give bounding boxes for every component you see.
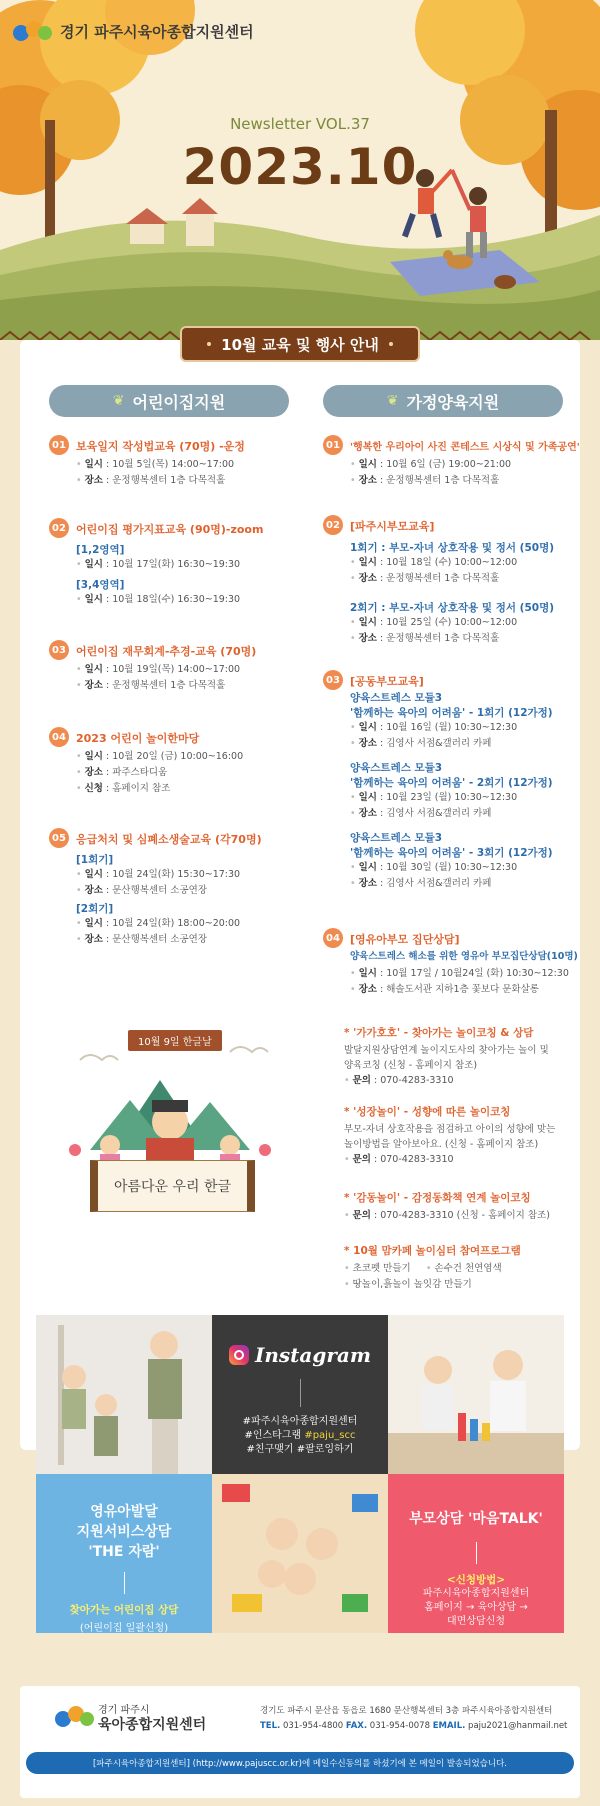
program-contact: • 문의 : 070-4283-3310	[344, 1154, 454, 1165]
parent-counseling-promo[interactable]	[388, 1474, 564, 1633]
promo-note: 파주시육아종합지원센터	[422, 1588, 530, 1599]
item-number: 01	[49, 435, 69, 455]
session-label: 양육스트레스 모듈3	[350, 762, 443, 774]
hangeul-day-illustration	[50, 1030, 290, 1230]
column-title: 가정양육지원	[406, 392, 500, 412]
email-link[interactable]: paju2021@hanmail.net	[465, 1721, 568, 1731]
event-item	[323, 435, 580, 495]
promo-note: 대면상담신청	[447, 1616, 505, 1627]
family-photo	[36, 1315, 212, 1474]
event-detail: • 일시 : 10월 24일(화) 18:00~20:00	[76, 918, 241, 929]
event-detail: • 일시 : 10월 5일(목) 14:00~17:00	[76, 459, 235, 470]
event-detail: • 장소 : 해솔도서관 지하1층 꽃보다 문화살롱	[350, 984, 539, 995]
promo-title: 지원서비스상담	[76, 1524, 172, 1540]
event-detail: • 일시 : 10월 18일 (수) 10:00~12:00	[350, 557, 518, 568]
event-title: [파주시부모교육]	[350, 520, 435, 533]
divider	[124, 1572, 125, 1594]
event-detail: • 장소 : 김영사 서점&갤러리 카페	[350, 738, 492, 749]
event-detail: • 일시 : 10월 16일 (월) 10:30~12:30	[350, 722, 518, 733]
dot-icon	[389, 342, 393, 346]
program-description: 발달지원상담연계 놀이지도사의 찾아가는 놀이 및	[344, 1045, 549, 1056]
program-item	[344, 1243, 579, 1293]
promo-title: 부모상담 '마음TALK'	[409, 1511, 543, 1527]
hangeul-scroll: 아름다운 우리 한글	[90, 1160, 255, 1212]
session-label: '함께하는 육아의 어려움' - 2회기 (12가정)	[350, 777, 553, 789]
event-detail: • 장소 : 문산행복센터 소공연장	[76, 885, 208, 896]
event-detail: • 장소 : 운정행복센터 1층 다목적홀	[350, 633, 500, 644]
event-detail: • 장소 : 운정행복센터 1층 다목적홀	[350, 475, 500, 486]
event-item	[49, 828, 289, 958]
item-number: 03	[49, 640, 69, 660]
event-detail: • 장소 : 운정행복센터 1층 다목적홀	[76, 475, 226, 486]
event-item	[49, 518, 289, 618]
divider	[476, 1542, 477, 1564]
event-detail: • 일시 : 10월 23일 (월) 10:30~12:30	[350, 792, 518, 803]
event-detail: • 신청 : 홈페이지 참조	[76, 783, 171, 794]
item-number: 02	[49, 518, 69, 538]
footer-logo-icon	[54, 1702, 96, 1735]
column-title: 어린이집지원	[132, 392, 226, 412]
item-number: 02	[323, 515, 343, 535]
program-description: 양육코칭 (신청 - 홈페이지 참조)	[344, 1060, 478, 1071]
org-logo-icon	[12, 18, 54, 44]
event-item	[323, 670, 573, 910]
event-detail: • 일시 : 10월 24일(화) 15:30~17:30	[76, 869, 241, 880]
event-detail: • 일시 : 10월 6일 (금) 19:00~21:00	[350, 459, 512, 470]
footer-address: 경기도 파주시 문산읍 동읍로 1680 문산행복센터 3층 파주시육아종합지원센터	[260, 1706, 553, 1716]
content-card	[20, 340, 580, 1450]
event-detail: • 일시 : 10월 19일(목) 14:00~17:00	[76, 664, 241, 675]
promo-grid	[36, 1315, 564, 1633]
instagram-icon	[229, 1345, 249, 1365]
session-label: [1,2영역]	[76, 544, 125, 556]
session-label: [2회기]	[76, 903, 114, 915]
item-number: 04	[323, 928, 343, 948]
footer-org-name: 육아종합지원센터	[98, 1717, 207, 1733]
subscription-notice[interactable]: [파주시육아종합지원센터] (http://www.pajuscc.or.kr)에 메일수신동의를 하셨기에 본 메일이 발송되었습니다.	[26, 1752, 574, 1774]
leaf-icon: ❦	[386, 393, 399, 409]
session-label: [3,4영역]	[76, 579, 125, 591]
item-number: 01	[323, 435, 343, 455]
children-blocks-photo	[212, 1474, 388, 1633]
hashtag: #친구맺기 #팔로잉하기	[246, 1444, 354, 1455]
item-number: 04	[49, 727, 69, 747]
hashtag: #파주시육아종합지원센터	[242, 1416, 358, 1427]
instagram-promo[interactable]	[212, 1315, 388, 1474]
dot-icon	[207, 342, 211, 346]
event-title: [공동부모교육]	[350, 675, 424, 688]
program-item	[344, 1104, 579, 1168]
session-label: [1회기]	[76, 854, 114, 866]
event-title: 응급처치 및 심폐소생술교육 (각70명)	[76, 833, 262, 846]
session-label: '함께하는 육아의 어려움' - 1회기 (12가정)	[350, 707, 553, 719]
event-item	[323, 515, 573, 655]
session-label: 양육스트레스 해소를 위한 영유아 부모집단상담(10명)	[350, 951, 578, 962]
event-detail: • 장소 : 파주스타디움	[76, 767, 168, 778]
session-label: '함께하는 육아의 어려움' - 3회기 (12가정)	[350, 847, 553, 859]
section-title: 10월 교육 및 행사 안내	[180, 326, 420, 362]
issue-date: 2023.10	[182, 138, 418, 196]
session-label: 2회기 : 부모-자녀 상호작용 및 정서 (50명)	[350, 602, 555, 614]
promo-highlight: <신청방법>	[446, 1574, 506, 1586]
item-number: 05	[49, 828, 69, 848]
development-counseling-promo[interactable]	[36, 1474, 212, 1633]
footer-contact: TEL. 031-954-4800 FAX. 031-954-0078 EMAIL. paju2021@hanmail.net	[260, 1721, 568, 1731]
divider	[300, 1379, 301, 1407]
column-header-daycare	[49, 385, 289, 417]
hero-illustration	[0, 0, 600, 340]
event-item	[49, 640, 289, 700]
program-item	[344, 1190, 579, 1224]
event-detail: • 일시 : 10월 25일 (수) 10:00~12:00	[350, 617, 518, 628]
promo-note: 홈페이지 → 육아상담 →	[424, 1602, 528, 1613]
play-photo	[388, 1315, 564, 1474]
program-title: * '감동놀이' - 감정동화책 연계 놀이코칭	[344, 1192, 531, 1204]
footer-org-region: 경기 파주시	[98, 1705, 150, 1716]
program-item	[344, 1025, 579, 1089]
session-label: 1회기 : 부모-자녀 상호작용 및 정서 (50명)	[350, 542, 555, 554]
event-title: [영유아부모 집단상담]	[350, 933, 460, 946]
event-detail: • 장소 : 문산행복센터 소공연장	[76, 934, 208, 945]
footer	[20, 1686, 580, 1798]
newsletter-volume: Newsletter VOL.37	[230, 115, 370, 133]
header-logo[interactable]	[12, 18, 254, 44]
section-banner	[0, 318, 600, 368]
event-title: '행복한 우리아이 사진 콘테스트 시상식 및 가족공연'	[350, 442, 580, 453]
event-title: 어린이집 재무회계-추경-교육 (70명)	[76, 645, 257, 658]
program-detail: • 초코펫 만들기 • 손수건 천연염색	[344, 1263, 502, 1274]
program-description: 부모-자녀 상호작용을 점검하고 아이의 성향에 맞는	[344, 1124, 556, 1135]
event-title: 2023 어린이 놀이한마당	[76, 732, 200, 745]
event-title: 보육일지 작성법교육 (70명) -운정	[76, 440, 245, 453]
leaf-icon: ❦	[112, 393, 125, 409]
promo-note: (어린이집 일괄신청)	[79, 1623, 169, 1633]
hashtag: #인스타그램 #paju_scc	[244, 1430, 356, 1441]
hangeul-day-tag: 10월 9일 한글날	[128, 1030, 222, 1051]
program-description: 놀이방법을 알아보아요. (신청 - 홈페이지 참조)	[344, 1139, 539, 1150]
event-title: 어린이집 평가지표교육 (90명)-zoom	[76, 523, 264, 536]
event-detail: • 일시 : 10월 18일(수) 16:30~19:30	[76, 594, 241, 605]
session-label: 양육스트레스 모듈3	[350, 832, 443, 844]
program-contact: • 문의 : 070-4283-3310	[344, 1075, 454, 1086]
event-detail: • 장소 : 김영사 서점&갤러리 카페	[350, 808, 492, 819]
event-detail: • 장소 : 운정행복센터 1층 다목적홀	[350, 573, 500, 584]
session-label: 양육스트레스 모듈3	[350, 692, 443, 704]
event-item	[323, 928, 578, 1008]
promo-highlight: 찾아가는 어린이집 상담	[69, 1604, 179, 1616]
org-name: 경기 파주시육아종합지원센터	[60, 22, 254, 41]
event-item	[49, 727, 289, 802]
program-title: * '성장놀이' - 성향에 따른 놀이코칭	[344, 1106, 511, 1118]
event-detail: • 장소 : 운정행복센터 1층 다목적홀	[76, 680, 226, 691]
event-item	[49, 435, 289, 495]
event-detail: • 장소 : 김영사 서점&갤러리 카페	[350, 878, 492, 889]
event-detail: • 일시 : 10월 30일 (월) 10:30~12:30	[350, 862, 518, 873]
program-contact: • 문의 : 070-4283-3310 (신청 - 홈페이지 참조)	[344, 1210, 550, 1221]
program-title: * 10월 맘카페 놀이심터 참여프로그램	[344, 1245, 521, 1257]
promo-title: 'THE 자람'	[88, 1544, 160, 1560]
event-detail: • 일시 : 10월 17일(화) 16:30~19:30	[76, 559, 241, 570]
promo-title: 영유아발달	[90, 1504, 158, 1520]
item-number: 03	[323, 670, 343, 690]
column-header-home-parenting	[323, 385, 563, 417]
program-title: * '가가호호' - 찾아가는 놀이코칭 & 상담	[344, 1027, 534, 1039]
event-detail: • 일시 : 10월 20일 (금) 10:00~16:00	[76, 751, 244, 762]
event-detail: • 일시 : 10월 17일 / 10월24일 (화) 10:30~12:30	[350, 968, 569, 979]
program-detail: • 땅놀이,흙놀이 놀잇감 만들기	[344, 1279, 472, 1290]
instagram-title: Instagram	[212, 1343, 388, 1367]
